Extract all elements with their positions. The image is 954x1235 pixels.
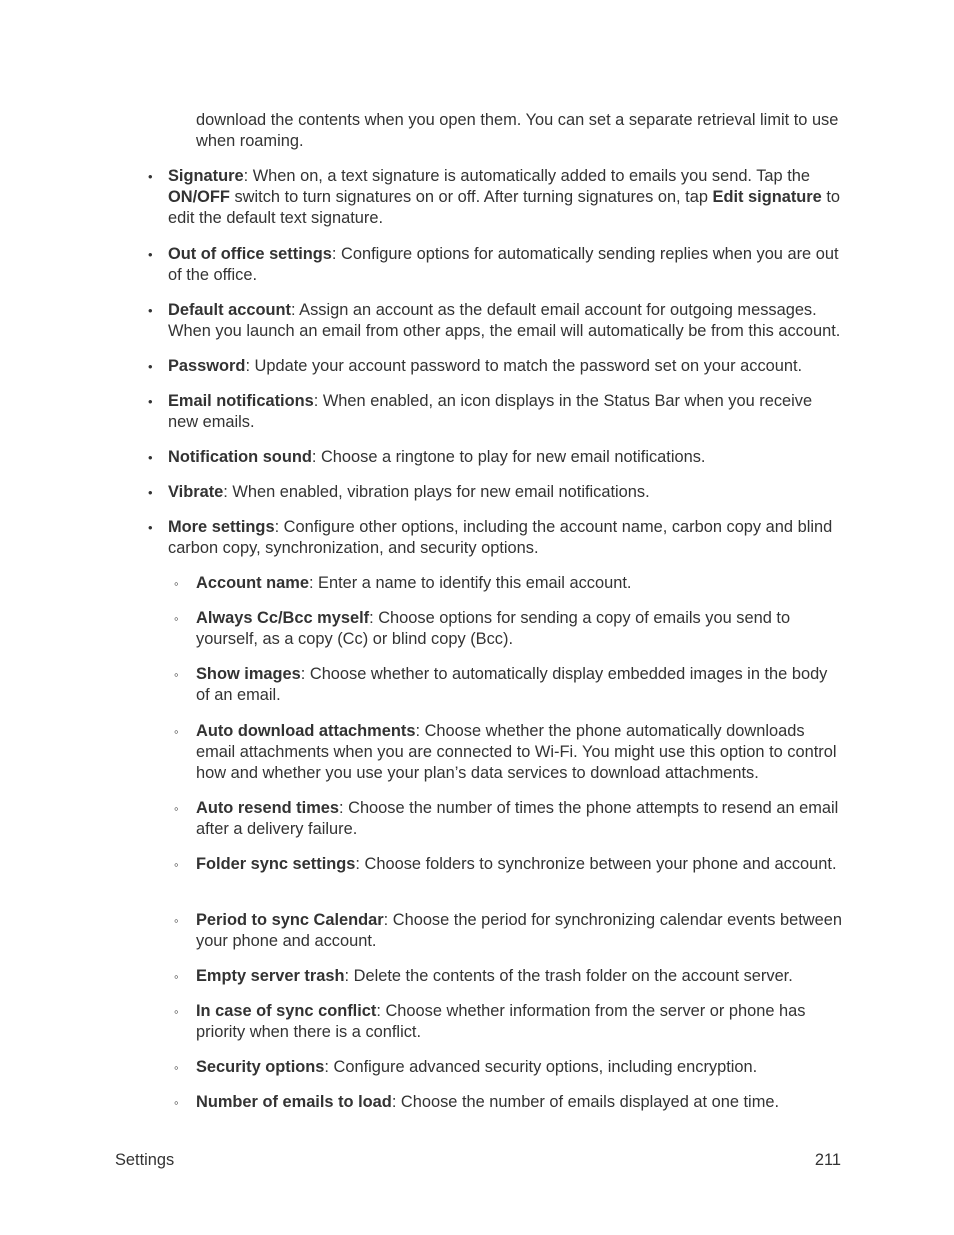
list-item: • Notification sound: Choose a ringtone to play for new email notifications. — [168, 447, 844, 468]
bullet: • — [148, 485, 153, 500]
bullet: • — [148, 450, 153, 465]
term: Show images — [196, 665, 301, 683]
bullet: • — [148, 394, 153, 409]
sub-bullet: ◦ — [174, 857, 179, 872]
list-item: • Email notifications: When enabled, an icon displays in the Status Bar when you receive new emails. — [148, 392, 813, 431]
term: In case of sync conflict — [196, 1002, 377, 1020]
bullet: • — [148, 359, 153, 374]
sub-bullet: ◦ — [174, 611, 179, 626]
term: Email notifications — [168, 392, 314, 410]
sub-bullet: ◦ — [174, 1060, 179, 1075]
term: Auto download attachments — [196, 722, 416, 740]
term: Password — [168, 357, 246, 375]
term: Notification sound — [168, 448, 312, 466]
list-item: • More settings: Configure other options, including the account name, carbon copy and blind carbon copy, synchronization, and security options. — [148, 518, 833, 557]
term: Auto resend times — [196, 799, 339, 817]
sub-list-item: ◦ Security options: Configure advanced security options, including encryption. — [174, 1058, 758, 1076]
bullet: • — [148, 303, 153, 318]
sub-list-item: ◦ Auto resend times: Choose the number of times the phone attempts to resend an email after a delivery failure. — [174, 799, 839, 838]
bullet: • — [148, 520, 153, 535]
sub-bullet: ◦ — [174, 667, 179, 682]
sub-list-item: ◦ Number of emails to load: Choose the number of emails displayed at one time. — [174, 1093, 780, 1111]
term: Period to sync Calendar — [196, 911, 384, 929]
sub-bullet: ◦ — [174, 969, 179, 984]
bullet: • — [148, 169, 153, 184]
bullet: • — [148, 247, 153, 262]
sub-bullet: ◦ — [174, 1095, 179, 1110]
term: Vibrate — [168, 483, 224, 501]
list-item: • Default account: Assign an account as the default email account for outgoing messages. When you launch an email from other apps, the email will automatically be from this account. — [148, 301, 841, 340]
page-number: 211 — [814, 1151, 841, 1169]
sub-list-item: ◦ Folder sync settings: Choose folders to synchronize between your phone and account. — [174, 855, 837, 873]
term: Always Cc/Bcc myself — [196, 609, 370, 627]
sub-list-item: ◦ Always Cc/Bcc myself: Choose options for sending a copy of emails you send to yourself, as a copy (Cc) or blind copy (Bcc). — [174, 609, 791, 648]
term: Number of emails to load — [196, 1093, 392, 1111]
list-item: • Vibrate: When enabled, vibration plays for new email notifications. — [168, 482, 844, 503]
sub-list-item: ◦ Empty server trash: Delete the contents of the trash folder on the account server. — [174, 967, 793, 985]
term: Out of office settings — [168, 245, 332, 263]
sub-list-item: ◦ Show images: Choose whether to automatically display embedded images in the body of an email. — [174, 665, 828, 704]
list-item: • Password: Update your account password to match the password set on your account. — [168, 356, 844, 377]
sub-bullet: ◦ — [174, 801, 179, 816]
sub-bullet: ◦ — [174, 724, 179, 739]
sub-bullet: ◦ — [174, 1004, 179, 1019]
list-item-signature: • Signature: When on, a text signature is automatically added to emails you send. Tap the ON/OFF switch to turn signatures on or off. After turning signatures on, tap Edit signature to edit the default text signature. — [148, 167, 841, 227]
list-item: • Out of office settings: Configure options for automatically sending replies when you are out of the office. — [148, 245, 839, 284]
term: More settings — [168, 518, 275, 536]
term: Signature — [168, 167, 244, 185]
term: Folder sync settings — [196, 855, 356, 873]
sub-bullet: ◦ — [174, 576, 179, 591]
sub-list-item: ◦ Period to sync Calendar: Choose the period for synchronizing calendar events between your phone and account. — [174, 911, 842, 950]
term: Account name — [196, 574, 309, 592]
term: Empty server trash — [196, 967, 345, 985]
sub-list-item: ◦ Auto download attachments: Choose whether the phone automatically downloads email attachments when you are connected to Wi-Fi. You might use this option to control how and whether you use your plan’s data services to download attachments. — [174, 722, 837, 782]
sub-list-item: ◦ In case of sync conflict: Choose whether information from the server or phone has priority when there is a conflict. — [174, 1002, 806, 1041]
sub-bullet: ◦ — [174, 913, 179, 928]
sub-list-item: ◦ Account name: Enter a name to identify this email account. — [174, 574, 632, 592]
continuation-paragraph: download the contents when you open them. You can set a separate retrieval limit to use when roaming. — [196, 111, 839, 150]
term: Default account — [168, 301, 291, 319]
footer-section-name: Settings — [115, 1151, 175, 1169]
term: Security options — [196, 1058, 325, 1076]
